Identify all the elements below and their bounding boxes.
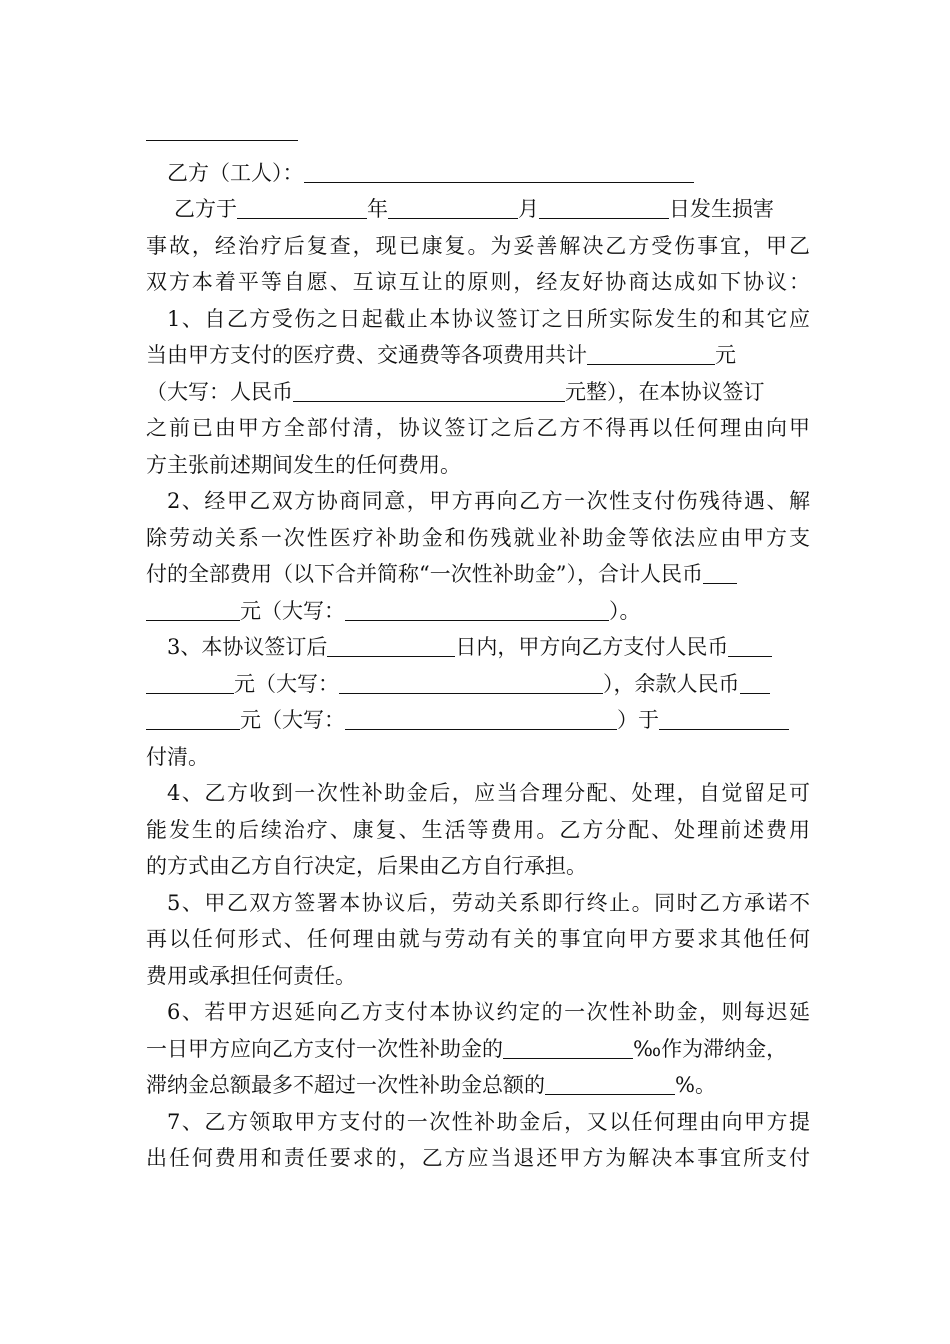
clause-1-text: 当由甲方支付的医疗费、交通费等各项费用共计	[146, 343, 587, 367]
intro-text: 乙方于	[174, 197, 237, 221]
clause-1-line-4: 之前已由甲方全部付清，协议签订之后乙方不得再以任何理由向甲	[146, 416, 810, 440]
currency-unit: 元	[715, 343, 736, 367]
clause-7-line-2: 出任何费用和责任要求的，乙方应当退还甲方为解决本事宜所支付	[146, 1146, 810, 1170]
balance-uppercase-blank[interactable]	[345, 707, 617, 730]
year-label: 年	[367, 197, 388, 221]
clause-5-line-2: 再以任何形式、任何理由就与劳动有关的事宜向甲方要求其他任何	[146, 927, 810, 951]
clause-6-text: 滞纳金总额最多不超过一次性补助金总额的	[146, 1073, 545, 1097]
first-payment-blank[interactable]	[728, 634, 772, 657]
clause-3-line-1	[146, 629, 810, 666]
expense-uppercase-blank[interactable]	[293, 379, 565, 402]
intro-line-3: 双方本着平等自愿、互谅互让的原则，经友好协商达成如下协议：	[146, 270, 810, 294]
clause-2-line-4	[146, 593, 810, 630]
subsidy-amount-blank-cont[interactable]	[146, 598, 240, 621]
clause-1-text: 元整），在本协议签订	[565, 379, 765, 404]
clause-2-text: 元（大写：	[240, 598, 345, 623]
late-fee-rate-blank[interactable]	[503, 1036, 633, 1059]
clause-1-line-5: 方主张前述期间发生的任何费用。	[146, 452, 461, 477]
clause-5-line-1: 5、甲乙双方签署本协议后，劳动关系即行终止。同时乙方承诺不	[167, 890, 810, 915]
balance-amount-blank[interactable]	[740, 671, 770, 694]
clause-3-text: 元（大写：	[240, 708, 345, 732]
payment-days-blank[interactable]	[327, 634, 455, 657]
clause-1-text: （大写：人民币	[146, 379, 293, 404]
balance-due-date-blank[interactable]	[659, 707, 789, 730]
agreement-body	[146, 118, 810, 1177]
clause-5-line-3: 费用或承担任何责任。	[146, 963, 356, 988]
clause-3-line-2	[146, 666, 810, 703]
clause-4-line-2: 能发生的后续治疗、康复、生活等费用。乙方分配、处理前述费用	[146, 817, 810, 842]
clause-2-text: 付的全部费用（以下合并简称“一次性补助金”），合计人民币	[146, 562, 703, 586]
clause-6-text: ‰作为滞纳金，	[633, 1036, 788, 1061]
clause-1-line-3	[146, 374, 810, 411]
party-b-label: 乙方（工人）：	[167, 160, 304, 185]
clause-6-line-2	[146, 1031, 810, 1068]
clause-2-line-1: 2、经甲乙双方协商同意，甲方再向乙方一次性支付伤残待遇、解	[167, 489, 810, 513]
day-label: 日发生损害	[669, 197, 774, 221]
clause-6-line-1: 6、若甲方迟延向乙方支付本协议约定的一次性补助金，则每迟延	[167, 1000, 810, 1024]
clause-4-line-3: 的方式由乙方自行决定，后果由乙方自行承担。	[146, 854, 587, 878]
clause-3-text: ），余款人民币	[603, 671, 740, 696]
clause-2-line-2: 除劳动关系一次性医疗补助金和伤残就业补助金等依法应由甲方支	[146, 525, 810, 550]
injury-day-blank[interactable]	[539, 196, 669, 219]
injury-year-blank[interactable]	[237, 196, 367, 219]
clause-6-text: %。	[675, 1073, 716, 1097]
late-fee-cap-blank[interactable]	[545, 1072, 675, 1095]
clause-3-line-4: 付清。	[146, 744, 209, 769]
party-b-line	[146, 155, 810, 192]
clause-7-line-1: 7、乙方领取甲方支付的一次性补助金后，又以任何理由向甲方提	[167, 1109, 810, 1134]
clause-6-line-3	[146, 1067, 810, 1104]
first-payment-uppercase-blank[interactable]	[339, 671, 603, 694]
clause-3-text: 元（大写：	[234, 671, 339, 696]
party-b-name-blank[interactable]	[304, 160, 694, 183]
clause-3-text: 日内，甲方向乙方支付人民币	[455, 635, 729, 659]
clause-3-text: ）于	[617, 708, 659, 732]
fill-blank[interactable]	[146, 118, 298, 141]
clause-3-line-3	[146, 702, 810, 739]
subsidy-uppercase-blank[interactable]	[345, 598, 609, 621]
first-payment-blank-cont[interactable]	[146, 671, 234, 694]
clause-2-text: ）。	[609, 598, 641, 623]
expense-amount-blank[interactable]	[587, 342, 715, 365]
top-blank-line	[146, 118, 810, 155]
injury-month-blank[interactable]	[388, 196, 518, 219]
clause-2-line-3	[146, 556, 810, 593]
clause-1-line-2	[146, 337, 810, 374]
clause-1-line-1: 1、自乙方受伤之日起截止本协议签订之日所实际发生的和其它应	[167, 306, 810, 331]
subsidy-amount-blank[interactable]	[703, 561, 737, 584]
balance-amount-blank-cont[interactable]	[146, 707, 240, 730]
clause-4-line-1: 4、乙方收到一次性补助金后，应当合理分配、处理，自觉留足可	[167, 781, 810, 805]
month-label: 月	[518, 197, 539, 221]
intro-line-2: 事故，经治疗后复查，现已康复。为妥善解决乙方受伤事宜，甲乙	[146, 233, 810, 258]
clause-6-text: 一日甲方应向乙方支付一次性补助金的	[146, 1036, 503, 1061]
clause-3-text: 3、本协议签订后	[167, 635, 328, 659]
intro-line-1	[146, 191, 810, 228]
